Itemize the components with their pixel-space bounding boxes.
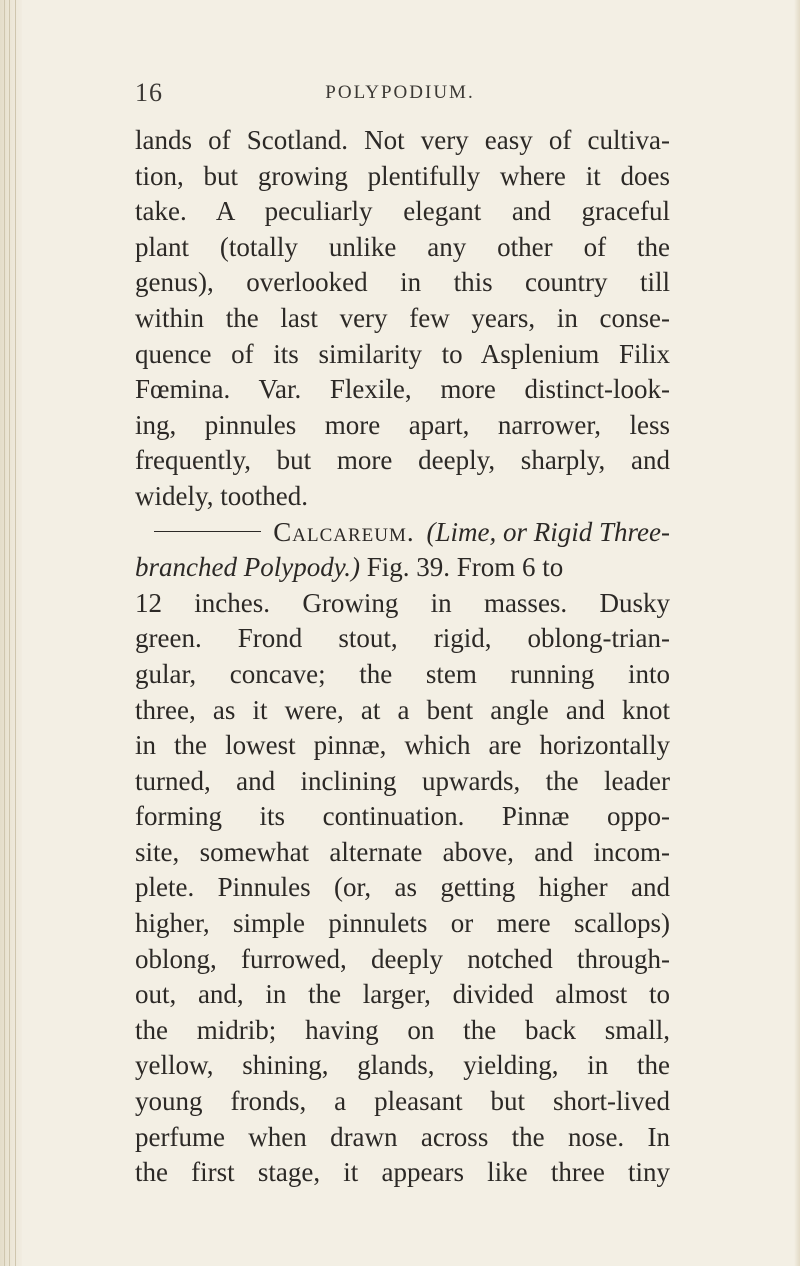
text-line: within the last very few years, in conse- [135,302,670,333]
text-line: green. Frond stout, rigid, oblong-trian- [135,623,670,654]
text-line: out, and, in the larger, divided almost to [135,979,670,1010]
text-line: three, as it were, at a bent angle and knot [135,694,670,725]
text-line: tion, but growing plentifully where it does [135,160,670,191]
text-line: site, somewhat alternate above, and incom- [135,836,670,867]
page-right-edge [794,0,800,1266]
text-line: plete. Pinnules (or, as getting higher and [135,872,670,903]
entry-heading-line [0,515,670,551]
text-line: turned, and inclining upwards, the leader [135,765,670,796]
text-line: 12 inches. Growing in masses. Dusky [135,587,670,618]
text-line: plant (totally unlike any other of the [135,231,670,262]
entry-figure-ref: Fig. 39. From 6 to [359,552,564,583]
text-line: the first stage, it appears like three tiny [135,1157,670,1188]
gutter-edge-line [15,0,16,1266]
text-line: frequently, but more deeply, sharply, and [135,445,670,476]
text-line: young fronds, a pleasant but short-lived [135,1086,670,1117]
gutter-edge-line [4,0,5,1266]
text-line: higher, simple pinnulets or mere scallops) [135,908,670,939]
text-line: widely, toothed. [135,480,308,511]
text-line: forming its continuation. Pinnæ oppo- [135,801,670,832]
entry-dash-rule [154,531,261,532]
running-head: POLYPODIUM. [325,82,475,103]
entry-common-name: (Lime, or Rigid Three- [426,516,670,547]
body-text [135,123,670,1191]
entry-name: Calcareum. [273,516,415,547]
text-line: ing, pinnules more apart, narrower, less [135,409,670,440]
entry-common-name-cont: branched Polypody.) [135,552,360,583]
text-line: oblong, furrowed, deeply notched through- [135,943,670,974]
text-line: gular, concave; the stem running into [135,658,670,689]
text-line: Fœmina. Var. Flexile, more distinct-look- [135,374,670,405]
text-line: quence of its similarity to Asplenium Filix [135,338,670,369]
gutter-edge-line [9,0,10,1266]
page-header [0,78,800,112]
text-line: take. A peculiarly elegant and graceful [135,196,670,227]
page-gutter [0,0,22,1266]
page-number: 16 [135,78,163,107]
text-line: yellow, shining, glands, yielding, in the [135,1050,670,1081]
entry-line-2 [135,550,670,586]
text-line: the midrib; having on the back small, [135,1014,670,1045]
text-line: in the lowest pinnæ, which are horizontally [135,730,670,761]
text-line: perfume when drawn across the nose. In [135,1121,670,1152]
text-line: lands of Scotland. Not very easy of cultiva- [135,125,670,155]
text-line: genus), overlooked in this country till [135,267,670,298]
